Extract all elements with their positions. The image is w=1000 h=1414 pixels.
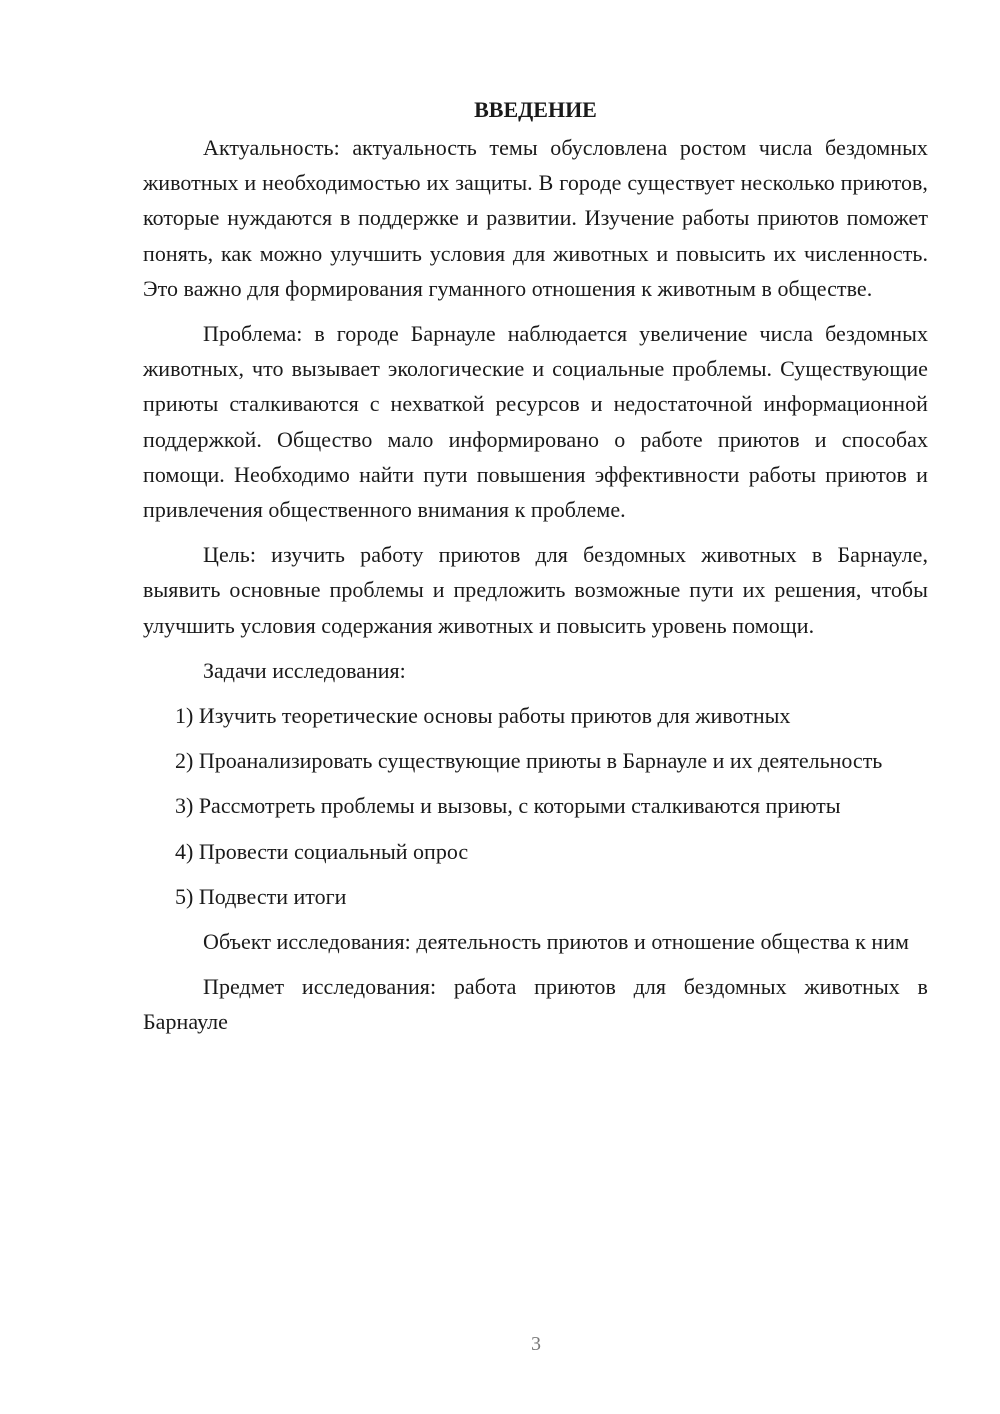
- tasks-heading: Задачи исследования:: [203, 657, 406, 683]
- list-item: 2) Проанализировать существующие приюты в Барнауле и их деятельность: [175, 748, 883, 774]
- subject-paragraph: Предмет исследования: работа приютов для бездомных животных в Барнауле: [143, 974, 928, 1035]
- goal-paragraph: Цель: изучить работу приютов для бездомных животных в Барнауле, выявить основные проблемы и предложить возможные пути их решения, чтобы улучшить условия содержания животных и повысить уровень помощи.: [143, 542, 928, 638]
- document-page: [143, 92, 928, 1050]
- relevance-paragraph: Актуальность: актуальность темы обусловлена ростом числа бездомных животных и необходимостью их защиты. В городе существует несколько приютов, которые нуждаются в поддержке и развитии. Изучение работы приютов поможет понять, как можно улучшить условия для животных и повысить их численность. Это важно для формирования гуманного отношения к животным в обществе.: [143, 135, 928, 301]
- list-item: 3) Рассмотреть проблемы и вызовы, с которыми сталкиваются приюты: [175, 793, 841, 819]
- list-item: 4) Провести социальный опрос: [175, 838, 469, 864]
- page-number: 3: [531, 1333, 541, 1355]
- page-title: ВВЕДЕНИЕ: [474, 97, 597, 122]
- object-paragraph: Объект исследования: деятельность приютов и отношение общества к ним: [203, 929, 910, 955]
- list-item: 5) Подвести итоги: [175, 883, 347, 909]
- list-item: 1) Изучить теоретические основы работы приютов для животных: [175, 703, 791, 729]
- tasks-list: [143, 698, 928, 914]
- problem-paragraph: Проблема: в городе Барнауле наблюдается увеличение числа бездомных животных, что вызывает экологические и социальные проблемы. Существующие приюты сталкиваются с нехваткой ресурсов и недостаточной информационной поддержкой. Общество мало информировано о работе приютов и способах помощи. Необходимо найти пути повышения эффективности работы приютов и привлечения общественного внимания к проблеме.: [143, 321, 928, 523]
